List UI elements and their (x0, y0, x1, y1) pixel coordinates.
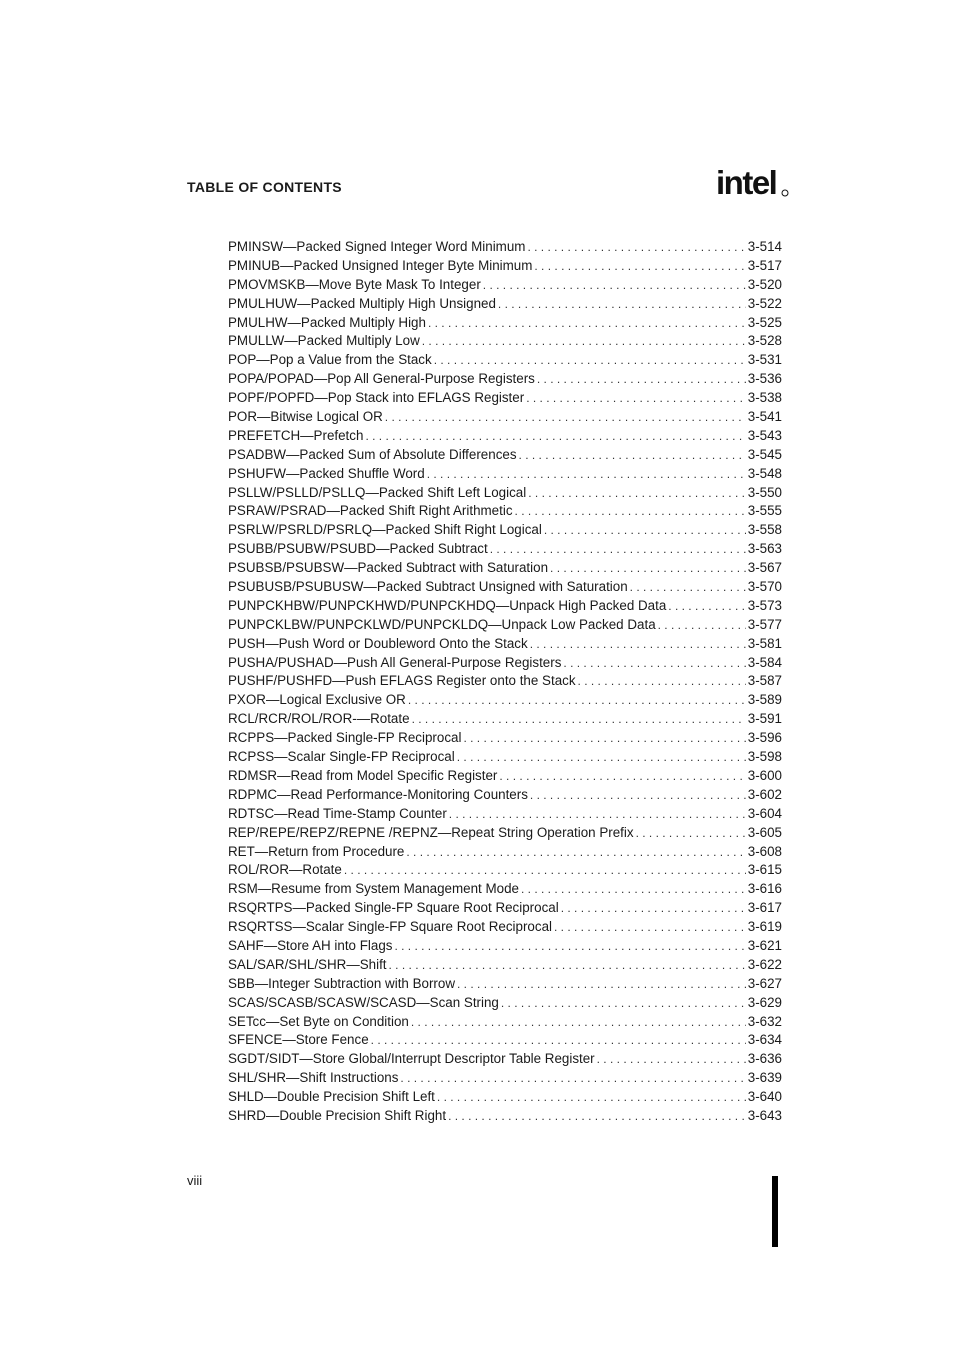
toc-entry[interactable] (228, 370, 782, 389)
toc-dot-leader (544, 521, 746, 540)
toc-entry-page: 3-563 (747, 541, 782, 557)
toc-entry-title: PMINSW—Packed Signed Integer Word Minimum (228, 239, 526, 254)
toc-entry-title: REP/REPE/REPZ/REPNE /REPNZ—Repeat String Operation Prefix (228, 824, 634, 840)
toc-entry[interactable] (228, 767, 782, 786)
toc-dot-leader (534, 257, 745, 276)
toc-dot-leader (515, 502, 746, 521)
toc-entry-page: 3-555 (747, 503, 782, 519)
toc-entry-title: RDTSC—Read Time-Stamp Counter (228, 805, 447, 821)
toc-dot-leader (530, 786, 746, 805)
toc-entry-page: 3-514 (747, 239, 782, 254)
toc-entry[interactable] (228, 559, 782, 578)
toc-entry[interactable] (228, 238, 782, 257)
toc-dot-leader (457, 975, 746, 994)
toc-dot-leader (561, 899, 746, 918)
toc-entry-title: RCPSS—Scalar Single-FP Reciprocal (228, 749, 455, 765)
toc-entry-title: SBB—Integer Subtraction with Borrow (228, 975, 456, 991)
toc-entry-page: 3-536 (747, 371, 782, 387)
toc-entry-page: 3-622 (747, 956, 782, 972)
toc-dot-leader (422, 332, 746, 351)
toc-entry-title: PSADBW—Packed Sum of Absolute Differences (228, 446, 517, 462)
toc-dot-leader (630, 578, 746, 597)
toc-entry-title: RDMSR—Read from Model Specific Register (228, 767, 498, 783)
toc-entry[interactable] (228, 672, 782, 691)
toc-entry[interactable] (228, 880, 782, 899)
toc-entry-title: RDPMC—Read Performance-Monitoring Counters (228, 786, 528, 802)
toc-entry[interactable] (228, 729, 782, 748)
toc-entry[interactable] (228, 446, 782, 465)
toc-entry-page: 3-531 (747, 352, 782, 368)
toc-entry-title: POPF/POPFD—Pop Stack into EFLAGS Register (228, 390, 525, 406)
toc-entry-page: 3-584 (747, 654, 782, 670)
toc-entry-title: PMULHUW—Packed Multiply High Unsigned (228, 295, 496, 311)
toc-entry-title: SHRD—Double Precision Shift Right (228, 1107, 447, 1123)
toc-entry[interactable] (228, 956, 782, 975)
toc-entry-page: 3-528 (747, 333, 782, 349)
toc-entry-page: 3-600 (747, 767, 782, 783)
toc-entry-page: 3-573 (747, 597, 782, 613)
toc-entry[interactable] (228, 937, 782, 956)
toc-entry-title: PSRLW/PSRLD/PSRLQ—Packed Shift Right Logical (228, 522, 542, 538)
toc-dot-leader (519, 446, 746, 465)
toc-entry-title: SAHF—Store AH into Flags (228, 937, 393, 953)
change-bar (772, 1176, 778, 1247)
toc-entry-title: PXOR—Logical Exclusive OR (228, 692, 406, 708)
toc-entry[interactable] (228, 654, 782, 673)
toc-entry-title: PMOVMSKB—Move Byte Mask To Integer (228, 276, 481, 292)
toc-entry-page: 3-616 (747, 881, 782, 897)
toc-entry-page: 3-545 (747, 446, 782, 462)
toc-entry-title: RCPPS—Packed Single-FP Reciprocal (228, 730, 462, 746)
toc-entry-page: 3-548 (747, 465, 782, 481)
toc-dot-leader (527, 238, 745, 257)
toc-entry[interactable] (228, 465, 782, 484)
toc-entry-page: 3-602 (747, 786, 782, 802)
toc-entry-page: 3-629 (747, 994, 782, 1010)
toc-entry-title: RET—Return from Procedure (228, 843, 405, 859)
toc-entry[interactable] (228, 975, 782, 994)
toc-entry[interactable] (228, 616, 782, 635)
toc-entry-page: 3-591 (747, 711, 782, 727)
toc-entry-title: PSUBB/PSUBW/PSUBD—Packed Subtract (228, 541, 488, 557)
toc-entry[interactable] (228, 597, 782, 616)
toc-dot-leader (668, 597, 745, 616)
toc-entry-title: RCL/RCR/ROL/ROR-—Rotate (228, 711, 410, 727)
toc-entry-page: 3-525 (747, 314, 782, 330)
toc-dot-leader (365, 427, 745, 446)
toc-entry-title: PSRAW/PSRAD—Packed Shift Right Arithmetic (228, 503, 513, 519)
toc-entry-page: 3-619 (747, 919, 782, 935)
toc-entry-page: 3-596 (747, 730, 782, 746)
toc-dot-leader (463, 729, 745, 748)
toc-entry[interactable] (228, 1031, 782, 1050)
toc-entry-page: 3-615 (747, 862, 782, 878)
toc-entry-page: 3-558 (747, 522, 782, 538)
toc-dot-leader (498, 295, 746, 314)
toc-entry-title: SETcc—Set Byte on Condition (228, 1013, 409, 1029)
toc-entry-title: POPA/POPAD—Pop All General-Purpose Registers (228, 371, 535, 387)
toc-entry-title: PUSH—Push Word or Doubleword Onto the Stack (228, 635, 528, 651)
intel-logo-text: intel (716, 164, 777, 201)
toc-dot-leader (521, 880, 746, 899)
toc-entry-page: 3-589 (747, 692, 782, 708)
toc-entry-page: 3-581 (747, 635, 782, 651)
toc-dot-leader (400, 1069, 745, 1088)
toc-entry[interactable] (228, 502, 782, 521)
toc-entry-page: 3-538 (747, 390, 782, 406)
toc-entry[interactable] (228, 918, 782, 937)
toc-entry-page: 3-543 (747, 427, 782, 443)
toc-dot-leader (411, 1013, 746, 1032)
toc-entry-page: 3-517 (747, 257, 782, 273)
toc-entry[interactable] (228, 748, 782, 767)
toc-entry[interactable] (228, 691, 782, 710)
toc-entry-title: PSUBUSB/PSUBUSW—Packed Subtract Unsigned with Saturation (228, 579, 628, 595)
toc-entry[interactable] (228, 1107, 782, 1126)
toc-entry[interactable] (228, 899, 782, 918)
toc-entry[interactable] (228, 786, 782, 805)
toc-dot-leader (658, 616, 746, 635)
toc-entry-page: 3-617 (747, 900, 782, 916)
toc-entry-page: 3-627 (747, 975, 782, 991)
toc-entry-page: 3-634 (747, 1032, 782, 1048)
toc-dot-leader (537, 370, 746, 389)
toc-entry-page: 3-541 (747, 409, 782, 425)
toc-dot-leader (526, 389, 746, 408)
toc-entry[interactable] (228, 408, 782, 427)
toc-entry-page: 3-570 (747, 579, 782, 595)
toc-dot-leader (457, 748, 746, 767)
toc-entry-page: 3-640 (747, 1089, 782, 1105)
toc-entry-title: SCAS/SCASB/SCASW/SCASD—Scan String (228, 994, 499, 1010)
toc-dot-leader (389, 956, 746, 975)
toc-entry-title: SAL/SAR/SHL/SHR—Shift (228, 956, 387, 972)
toc-dot-leader (550, 559, 746, 578)
toc-entry-title: ROL/ROR—Rotate (228, 862, 342, 878)
toc-dot-leader (530, 635, 746, 654)
page-number: viii (187, 1173, 203, 1188)
toc-dot-leader (427, 465, 746, 484)
toc-dot-leader (597, 1050, 746, 1069)
toc-entry-title: PUSHF/PUSHFD—Push EFLAGS Register onto the Stack (228, 673, 576, 689)
toc-dot-leader (371, 1031, 746, 1050)
toc-entry-title: PREFETCH—Prefetch (228, 427, 364, 443)
toc-entry[interactable] (228, 521, 782, 540)
toc-entry[interactable] (228, 805, 782, 824)
toc-entry-title: PMINUB—Packed Unsigned Integer Byte Minimum (228, 257, 533, 273)
toc-entry-page: 3-587 (747, 673, 782, 689)
toc-dot-leader (563, 654, 745, 673)
toc-entry-page: 3-577 (747, 616, 782, 632)
toc-dot-leader (406, 843, 745, 862)
toc-entry[interactable] (228, 824, 782, 843)
toc-entry[interactable] (228, 1050, 782, 1069)
toc-entry[interactable] (228, 427, 782, 446)
toc-dot-leader (490, 540, 746, 559)
toc-entry-title: PSUBSB/PSUBSW—Packed Subtract with Saturation (228, 560, 549, 576)
toc-entry-title: PUNPCKHBW/PUNPCKHWD/PUNPCKHDQ—Unpack High Packed Data (228, 597, 667, 613)
toc-entry-title: PMULLW—Packed Multiply Low (228, 333, 420, 349)
toc-dot-leader (428, 314, 746, 333)
toc-dot-leader (499, 767, 745, 786)
intel-logo (714, 160, 790, 208)
toc-entry[interactable] (228, 540, 782, 559)
toc-entry[interactable] (228, 1088, 782, 1107)
toc-entry[interactable] (228, 1013, 782, 1032)
toc-entry-title: RSQRTPS—Packed Single-FP Square Root Reciprocal (228, 900, 559, 916)
toc-entry-title: PUSHA/PUSHAD—Push All General-Purpose Registers (228, 654, 562, 670)
toc-entry-title: SHL/SHR—Shift Instructions (228, 1070, 399, 1086)
toc-entry-page: 3-522 (747, 295, 782, 311)
toc-entry[interactable] (228, 314, 782, 333)
toc-dot-leader (448, 1107, 746, 1126)
toc-dot-leader (528, 484, 746, 503)
toc-entry[interactable] (228, 578, 782, 597)
toc-entry-title: SGDT/SIDT—Store Global/Interrupt Descriptor Table Register (228, 1051, 595, 1067)
toc-entry[interactable] (228, 389, 782, 408)
toc-dot-leader (385, 408, 746, 427)
toc-entry-page: 3-643 (747, 1107, 782, 1123)
toc-dot-leader (554, 918, 746, 937)
toc-entry-title: SFENCE—Store Fence (228, 1032, 369, 1048)
toc-entry[interactable] (228, 710, 782, 729)
toc-entry-page: 3-608 (747, 843, 782, 859)
toc-dot-leader (344, 861, 746, 880)
toc-entry-page: 3-604 (747, 805, 782, 821)
toc-entry-page: 3-639 (747, 1070, 782, 1086)
toc-dot-leader (578, 672, 746, 691)
toc-entry-page: 3-636 (747, 1051, 782, 1067)
toc-entry[interactable] (228, 257, 782, 276)
toc-dot-leader (394, 937, 745, 956)
toc-entry-page: 3-605 (747, 824, 782, 840)
toc-entry[interactable] (228, 861, 782, 880)
toc-dot-leader (412, 710, 746, 729)
toc-dot-leader (483, 276, 746, 295)
toc-entry-page: 3-632 (747, 1013, 782, 1029)
toc-entry[interactable] (228, 1069, 782, 1088)
toc-entry[interactable] (228, 351, 782, 370)
toc-entry-title: POP—Pop a Value from the Stack (228, 352, 432, 368)
toc-entry-page: 3-520 (747, 276, 782, 292)
toc-entry-title: PSHUFW—Packed Shuffle Word (228, 465, 425, 481)
toc-entry-page: 3-598 (747, 749, 782, 765)
toc-entry-title: POR—Bitwise Logical OR (228, 409, 383, 425)
toc-entry-page: 3-550 (747, 484, 782, 500)
toc-dot-leader (408, 691, 746, 710)
toc-entry-title: RSQRTSS—Scalar Single-FP Square Root Reciprocal (228, 919, 552, 935)
toc-entry-title: PSLLW/PSLLD/PSLLQ—Packed Shift Left Logical (228, 484, 527, 500)
toc-dot-leader (434, 351, 746, 370)
toc-entry-page: 3-567 (747, 560, 782, 576)
toc-entry[interactable] (228, 635, 782, 654)
page-header-title: TABLE OF CONTENTS (187, 179, 342, 195)
toc-entry[interactable] (228, 843, 782, 862)
toc-entry[interactable] (228, 994, 782, 1013)
toc-entry[interactable] (228, 332, 782, 351)
toc-list (228, 238, 782, 1126)
toc-entry-title: PMULHW—Packed Multiply High (228, 314, 426, 330)
toc-entry-title: SHLD—Double Precision Shift Left (228, 1089, 435, 1105)
toc-entry[interactable] (228, 484, 782, 503)
toc-entry-page: 3-621 (747, 937, 782, 953)
toc-dot-leader (437, 1088, 746, 1107)
toc-dot-leader (449, 805, 746, 824)
toc-entry-title: PUNPCKLBW/PUNPCKLWD/PUNPCKLDQ—Unpack Low Packed Data (228, 616, 656, 632)
toc-entry-title: RSM—Resume from System Management Mode (228, 881, 519, 897)
toc-entry[interactable] (228, 295, 782, 314)
toc-dot-leader (501, 994, 746, 1013)
toc-entry[interactable] (228, 276, 782, 295)
toc-dot-leader (636, 824, 746, 843)
